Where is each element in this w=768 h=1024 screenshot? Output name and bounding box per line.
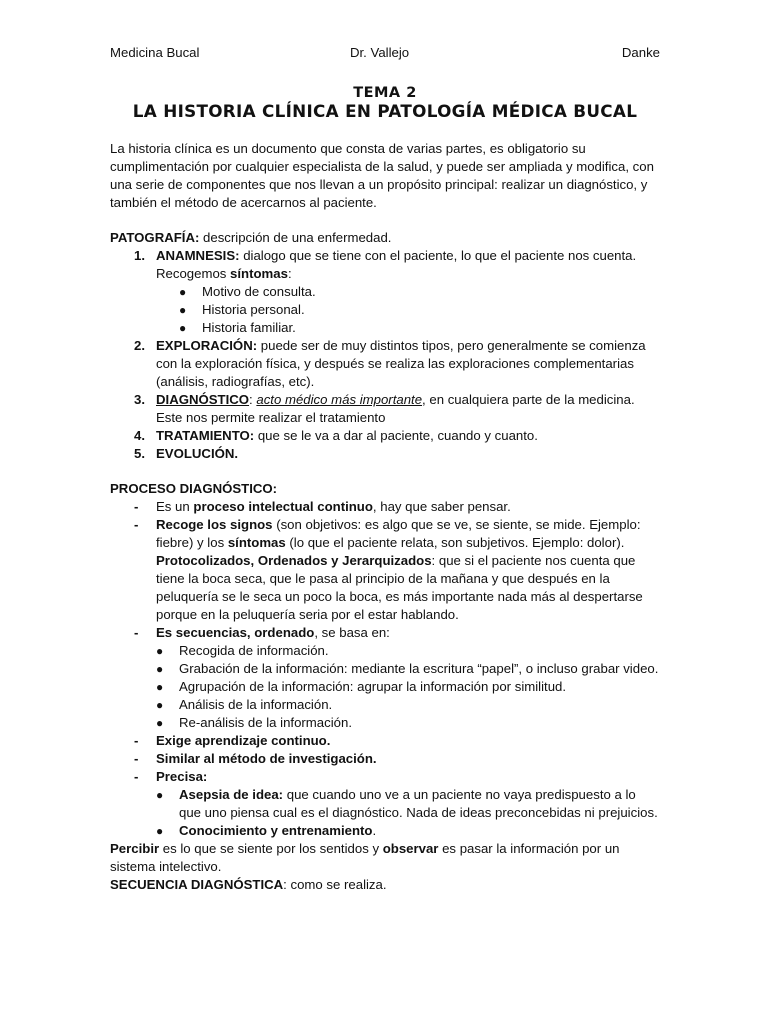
bullet-text: Análisis de la información.: [179, 697, 333, 712]
item-bold: Exige aprendizaje continuo.: [156, 733, 331, 748]
list-item: [110, 768, 660, 786]
item-number: 3.: [134, 392, 145, 407]
secuencia-line: [110, 876, 660, 894]
list-item-diagnostico: [110, 391, 660, 427]
item-text: : como se realiza.: [283, 877, 387, 892]
bullet-icon: ●: [179, 303, 187, 317]
bullet-text: Re-análisis de la información.: [179, 715, 352, 730]
item-bold: Percibir: [110, 841, 160, 856]
bullet-icon: ●: [156, 662, 164, 676]
dash-icon: -: [134, 751, 139, 766]
item-bold: Similar al método de investigación.: [156, 751, 377, 766]
item-bold: síntomas: [230, 266, 288, 281]
item-bold: Es secuencias, ordenado: [156, 625, 315, 640]
item-text: , hay que saber pensar.: [372, 499, 511, 514]
item-bold: proceso intelectual continuo: [193, 499, 373, 514]
list-item: [156, 822, 660, 840]
item-bold: SECUENCIA DIAGNÓSTICA: [110, 877, 284, 892]
list-item: [156, 660, 660, 678]
item-italic: acto médico más importante: [256, 392, 423, 407]
section-heading: PROCESO DIAGNÓSTICO:: [110, 481, 278, 496]
precisa-bullets: [110, 786, 660, 840]
page-header: [110, 44, 660, 62]
list-item: [156, 678, 660, 696]
item-text: dialogo que se tiene con el paciente, lo que el paciente nos cuenta. Recogemos: [156, 248, 637, 281]
patografia-text: descripción de una enfermedad.: [199, 230, 392, 245]
bullet-text: Historia familiar.: [202, 320, 296, 335]
item-tail: :: [287, 266, 292, 281]
item-text: es lo que se siente por los sentidos y: [159, 841, 383, 856]
dash-icon: -: [134, 625, 139, 640]
item-text: que se le va a dar al paciente, cuando y cuanto.: [254, 428, 538, 443]
item-bold: Conocimiento y entrenamiento: [179, 823, 373, 838]
list-item: [156, 786, 660, 822]
list-item-tratamiento: [110, 427, 660, 445]
bullet-icon: ●: [179, 321, 187, 335]
item-term: EVOLUCIÓN.: [156, 446, 239, 461]
header-right: Danke: [621, 45, 660, 60]
item-sep: :: [249, 392, 257, 407]
dash-icon: -: [134, 517, 139, 532]
numbered-list: [110, 247, 660, 463]
dash-icon: -: [134, 733, 139, 748]
item-term: ANAMNESIS:: [156, 248, 240, 263]
item-bold: observar: [382, 841, 439, 856]
item-number: 1.: [134, 248, 145, 263]
list-item: [110, 732, 660, 750]
bullet-icon: ●: [179, 285, 187, 299]
item-text: puede ser de muy distintos tipos, pero generalmente se comienza con la exploración física, y después se realiza las exploraciones complementarias (análisis, radiografías, etc).: [156, 338, 646, 389]
dash-icon: -: [134, 769, 139, 784]
proceso-list: [110, 498, 660, 840]
list-item: [179, 283, 660, 301]
bullet-text: Grabación de la información: mediante la escritura “papel”, o incluso grabar video.: [179, 661, 659, 676]
bullet-icon: ●: [156, 698, 164, 712]
bullet-text: .: [372, 823, 377, 838]
document-title: LA HISTORIA CLÍNICA EN PATOLOGÍA MÉDICA BUCAL: [132, 101, 638, 121]
bullet-icon: ●: [156, 824, 164, 838]
bullet-text: Recogida de información.: [179, 643, 329, 658]
bullet-text: Motivo de consulta.: [202, 284, 316, 299]
bullet-icon: ●: [156, 644, 164, 658]
topic-number: TEMA 2: [353, 85, 417, 101]
list-item: [110, 498, 660, 516]
item-text: es pasar la información por un sistema intelectivo.: [110, 841, 620, 874]
secuencia-bullets: [110, 642, 660, 732]
list-item: [179, 319, 660, 337]
header-center: Dr. Vallejo: [350, 45, 410, 60]
item-term: EXPLORACIÓN:: [156, 338, 258, 353]
item-number: 2.: [134, 338, 145, 353]
item-bold: Recoge los signos: [156, 517, 273, 532]
item-term: TRATAMIENTO:: [156, 428, 255, 443]
item-bold: Protocolizados, Ordenados y Jerarquizados: [156, 553, 432, 568]
item-text: (lo que el paciente relata, son subjetivos. Ejemplo: dolor).: [285, 535, 625, 550]
list-item: [179, 301, 660, 319]
patografia-line: [110, 229, 660, 247]
list-item: [156, 696, 660, 714]
list-item-exploracion: [110, 337, 660, 391]
intro-paragraph: La historia clínica es un documento que consta de varias partes, es obligatorio su cumplimentación por cualquier especialista de la salud, y puede ser ampliada y modifica, con una serie de componentes que nos llevan a un propósito principal: realizar un diagnóstico, y también el método de acercarnos al paciente.: [110, 141, 654, 210]
list-item-anamnesis: [110, 247, 660, 283]
dash-icon: -: [134, 499, 139, 514]
list-item: [110, 624, 660, 642]
item-text: : que si el paciente nos cuenta que tiene la boca seca, que le pasa al principio de la mañana y que después en la peluquería se le seca un poco la boca, es más importante nada más al despertarse porque en la peluquería seria por el estar hablando.: [156, 553, 643, 622]
bullet-icon: ●: [156, 680, 164, 694]
list-item: [156, 714, 660, 732]
item-number: 4.: [134, 428, 145, 443]
item-number: 5.: [134, 446, 145, 461]
list-item: [110, 750, 660, 768]
patografia-term: PATOGRAFÍA:: [110, 230, 200, 245]
item-bold: síntomas: [227, 535, 286, 550]
document-body: [110, 140, 660, 894]
percibir-paragraph: [110, 840, 660, 876]
bullet-text: que cuando uno ve a un paciente no vaya predispuesto a lo que uno piensa cual es el diagnóstico. Nada de ideas preconcebidas ni prejuicios.: [179, 787, 658, 820]
list-item: [110, 516, 660, 624]
bullet-text: Historia personal.: [202, 302, 305, 317]
item-text: , se basa en:: [314, 625, 390, 640]
item-bold: Precisa:: [156, 769, 208, 784]
item-text: , en cualquiera parte de la medicina. Este nos permite realizar el tratamiento: [156, 392, 635, 425]
anamnesis-bullets: [110, 283, 660, 337]
item-text: (son objetivos: es algo que se ve, se siente, se mide. Ejemplo: fiebre) y los: [156, 517, 641, 550]
header-left: Medicina Bucal: [110, 45, 200, 60]
item-text: Es un: [156, 499, 194, 514]
list-item: [156, 642, 660, 660]
bullet-icon: ●: [156, 716, 164, 730]
item-bold: Asepsia de idea:: [179, 787, 284, 802]
bullet-text: Agrupación de la información: agrupar la información por similitud.: [179, 679, 567, 694]
proceso-heading: [110, 480, 660, 498]
list-item-evolucion: [110, 445, 660, 463]
bullet-icon: ●: [156, 788, 164, 802]
item-term: DIAGNÓSTICO: [156, 392, 250, 407]
